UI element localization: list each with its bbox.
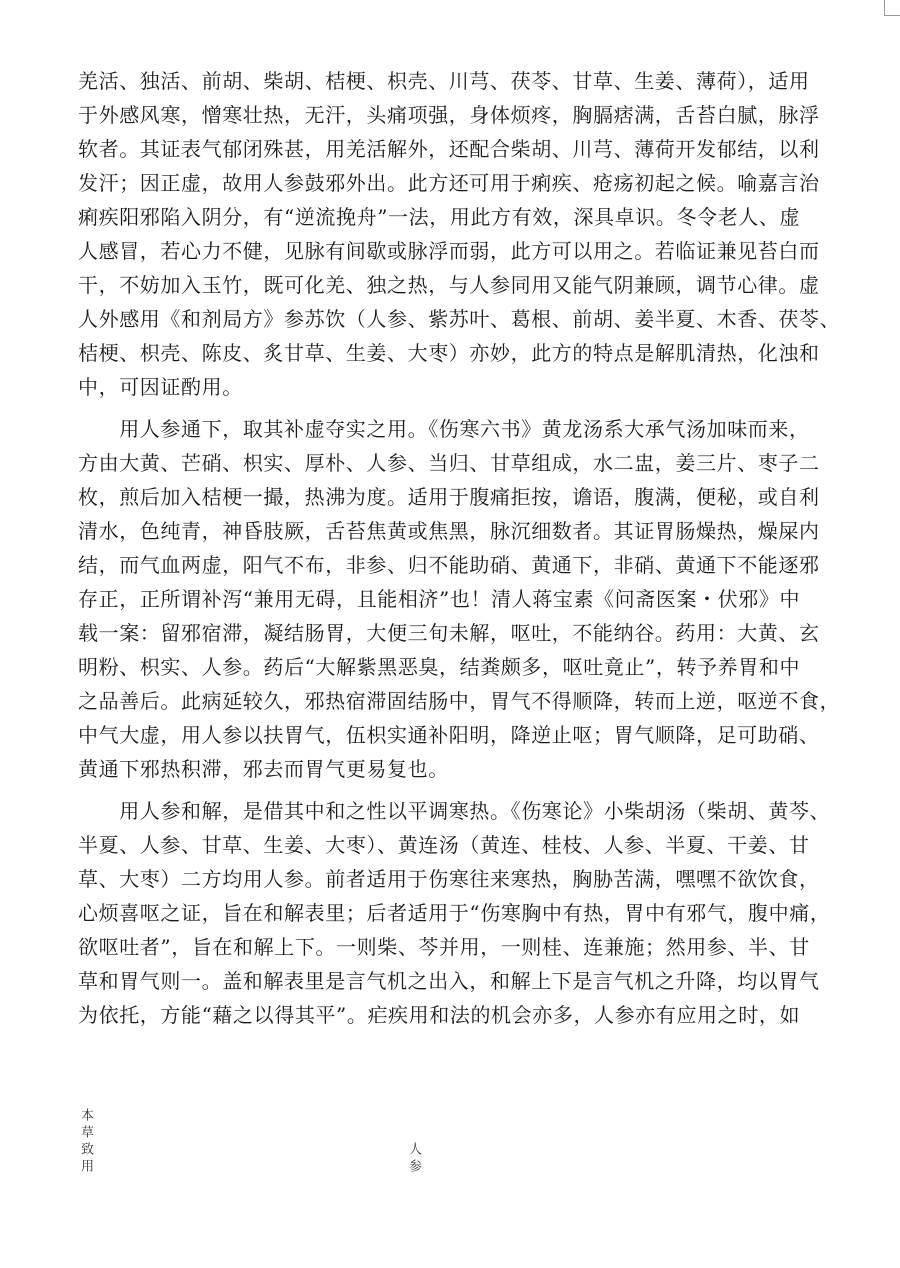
text-line: 中气大虚，用人参以扶胃气，伍枳实通补阳明，降逆止呕；胃气顺降，足可助硝、 — [78, 723, 820, 747]
running-book-title: 本草致用 — [78, 1108, 93, 1176]
page-body — [78, 64, 841, 1040]
text-line: 存正，正所谓补泻“兼用无碍，且能相济”也！清人蒋宝素《问斋医案・伏邪》中 — [78, 587, 801, 611]
text-line: 发汗；因正虚，故用人参鼓邪外出。此方还可用于痢疾、疮疡初起之候。喻嘉言治 — [78, 171, 820, 195]
text-line: 桔梗、枳壳、陈皮、炙甘草、生姜、大枣）亦妙，此方的特点是解肌清热，化浊和 — [78, 341, 820, 365]
running-chapter-title: 人参 — [406, 1142, 421, 1176]
text-line: 清水，色纯青，神昏肢厥，舌苔焦黄或焦黑，脉沉细数者。其证胃肠燥热，燥屎内 — [78, 519, 820, 543]
paragraph-3 — [78, 794, 831, 1032]
paragraph-2 — [78, 412, 841, 786]
text-line: 心烦喜呕之证，旨在和解表里；后者适用于“伤寒胸中有热，胃中有邪气，腹中痛， — [78, 901, 831, 925]
text-line: 黄通下邪热积滞，邪去而胃气更易复也。 — [78, 757, 449, 781]
paragraph-1 — [78, 64, 841, 404]
text-line: 明粉、枳实、人参。药后“大解紫黑恶臭，结粪颇多，呕吐竟止”，转予养胃和中 — [78, 655, 801, 679]
text-line: 载一案：留邪宿滞，凝结肠胃，大便三旬未解，呕吐，不能纳谷。药用：大黄、玄 — [78, 621, 820, 645]
text-line: 为依托，方能“藉之以得其平”。疟疾用和法的机会亦多，人参亦有应用之时，如 — [78, 1003, 801, 1027]
text-line: 痢疾阳邪陷入阴分，有“逆流挽舟”一法，用此方有效，深具卓识。冬令老人、虚 — [78, 205, 801, 229]
text-line: 方由大黄、芒硝、枳实、厚朴、人参、当归、甘草组成，水二盅，姜三片、枣子二 — [78, 451, 820, 475]
text-line: 用人参通下，取其补虚夺实之用。《伤寒六书》黄龙汤系大承气汤加味而来， — [78, 417, 810, 441]
text-line: 结，而气血两虚，阳气不布，非参、归不能助硝、黄通下，非硝、黄通下不能逐邪 — [78, 553, 820, 577]
text-line: 中，可因证酌用。 — [78, 375, 243, 399]
text-line: 草和胃气则一。盖和解表里是言气机之出入，和解上下是言气机之升降，均以胃气 — [78, 969, 820, 993]
text-line: 羌活、独活、前胡、柴胡、桔梗、枳壳、川芎、茯苓、甘草、生姜、薄荷），适用 — [78, 69, 810, 93]
text-line: 软者。其证表气郁闭殊甚，用羌活解外，还配合柴胡、川芎、薄荷开发郁结，以利 — [78, 137, 820, 161]
text-line: 人外感用《和剂局方》参苏饮（人参、紫苏叶、葛根、前胡、姜半夏、木香、茯苓、 — [78, 307, 841, 331]
text-line: 用人参和解，是借其中和之性以平调寒热。《伤寒论》小柴胡汤（柴胡、黄芩、 — [78, 799, 831, 823]
crop-mark — [884, 15, 900, 16]
text-line: 于外感风寒，憎寒壮热，无汗，头痛项强，身体烦疼，胸膈痞满，舌苔白腻，脉浮 — [78, 103, 820, 127]
text-line: 半夏、人参、甘草、生姜、大枣）、黄连汤（黄连、桂枝、人参、半夏、干姜、甘 — [78, 833, 810, 857]
text-line: 之品善后。此病延较久，邪热宿滞固结肠中，胃气不得顺降，转而上逆，呕逆不食， — [78, 689, 841, 713]
crop-mark — [884, 0, 885, 16]
text-line: 人感冒，若心力不健，见脉有间歇或脉浮而弱，此方可以用之。若临证兼见苔白而 — [78, 239, 820, 263]
text-line: 干，不妨加入玉竹，既可化羌、独之热，与人参同用又能气阴兼顾，调节心律。虚 — [78, 273, 820, 297]
text-line: 草、大枣）二方均用人参。前者适用于伤寒往来寒热，胸胁苦满，嘿嘿不欲饮食， — [78, 867, 820, 891]
text-line: 枚，煎后加入桔梗一撮，热沸为度。适用于腹痛拒按，谵语，腹满，便秘，或自利 — [78, 485, 820, 509]
text-line: 欲呕吐者”，旨在和解上下。一则柴、芩并用，一则桂、连兼施；然用参、半、甘 — [78, 935, 810, 959]
